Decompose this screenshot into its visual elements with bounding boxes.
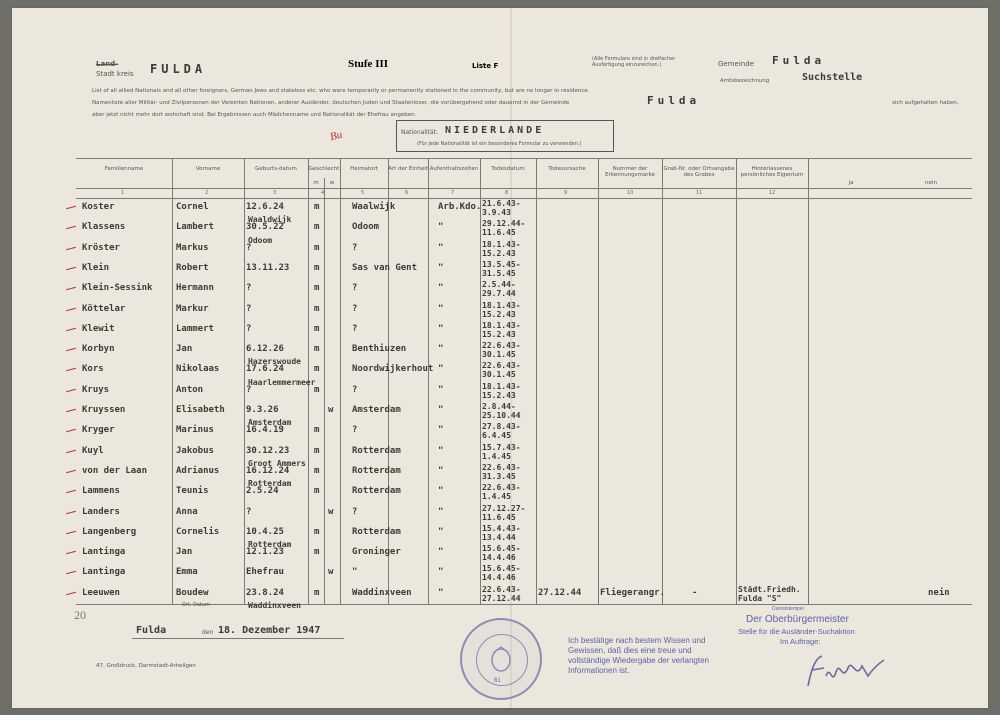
- row-stay-to: 15.2.43: [482, 309, 516, 319]
- row-birth-date: 12.1.23: [246, 547, 284, 558]
- interline-birthplace: Groot Ammers: [248, 458, 306, 468]
- row-stay-from: 15.4.43-: [482, 523, 521, 533]
- row-stay-from: 27.12.27-: [482, 503, 526, 513]
- row-stay-from: 2.8.44-: [482, 402, 516, 411]
- row-sex: m: [314, 547, 320, 558]
- document-page: [12, 8, 988, 708]
- column-number: 10: [627, 190, 634, 196]
- red-check-mark: [66, 328, 76, 332]
- row-stay-to: 1.4.45: [482, 492, 511, 502]
- interline-birthplace: Amsterdam: [248, 418, 292, 428]
- red-check-mark: [66, 307, 76, 311]
- row-family-name: Klewit: [82, 323, 115, 334]
- row-unit-type: ": [438, 425, 444, 436]
- gemeinde-label: Gemeinde: [718, 60, 754, 68]
- row-sex: m: [314, 303, 320, 314]
- seal-emblem-icon: [486, 644, 516, 674]
- row-first-name: Anna: [176, 506, 198, 517]
- row-birth-date: 16.4.19: [246, 425, 284, 436]
- row-stay-from: 21.6.43-: [482, 199, 521, 208]
- row-sex: m: [314, 425, 320, 436]
- red-check-mark: [66, 206, 76, 210]
- row-family-name: Langenberg: [82, 526, 137, 537]
- row-birth-date: ?: [246, 323, 252, 334]
- interline-birthplace: Rotterdam: [248, 479, 292, 489]
- column-number: 11: [696, 190, 703, 196]
- interline-birthplace: Hazerswoude: [248, 357, 301, 367]
- row-stay-from: 15.7.43-: [482, 442, 521, 452]
- interline-birthplace: Rotterdam: [248, 540, 292, 550]
- row-family-name: von der Laan: [82, 465, 148, 476]
- row-stay-to: 30.1.45: [482, 370, 516, 380]
- row-stay-to: 25.10.44: [482, 411, 521, 420]
- row-unit-type: ": [438, 344, 444, 355]
- red-pencil-mark: Bu: [328, 128, 344, 144]
- row-hometown: ?: [352, 283, 358, 294]
- printer-note: 47. Großdruck. Darmstadt-Arheilgen: [96, 663, 196, 669]
- column-header: Todesursache: [548, 166, 586, 172]
- row-birth-date: 17.6.24: [246, 364, 284, 375]
- red-check-mark: [66, 226, 76, 230]
- row-sex: m: [314, 242, 320, 253]
- column-number: 5: [361, 190, 365, 196]
- row-sex: m: [314, 445, 320, 456]
- row-stay-to: 6.4.45: [482, 431, 511, 441]
- row-family-name: Klein-Sessink: [82, 283, 153, 294]
- row-unit-type: ": [438, 323, 444, 334]
- table-column-line: [340, 158, 341, 604]
- column-number: 9: [564, 190, 568, 196]
- row-sex: m: [314, 262, 320, 273]
- row-family-name: Korbyn: [82, 344, 115, 355]
- instruction-gemeinde: Fulda: [647, 94, 701, 107]
- row-hometown: Odoom: [352, 222, 380, 233]
- nationality-value: NIEDERLANDE: [445, 125, 545, 136]
- row-sex: m: [314, 364, 320, 375]
- red-check-mark: [66, 409, 76, 413]
- row-family-name: Lantinga: [82, 567, 126, 578]
- nationality-label: Nationalität:: [401, 129, 439, 136]
- row-first-name: Anton: [176, 384, 204, 395]
- row-stay-from: 22.6.43-: [482, 584, 521, 594]
- sex-subcolumn-line: [324, 178, 325, 604]
- row-stay-to: 31.5.45: [482, 268, 516, 278]
- row-stay-to: 1.4.45: [482, 451, 511, 461]
- row-birth-date: 6.12.26: [246, 344, 284, 355]
- table-bottom-border: [76, 604, 972, 605]
- row-family-name: Kruyssen: [82, 405, 126, 415]
- row-family-name: Lammens: [82, 486, 120, 497]
- column-header: Grab-Nr. oder Ortsangabe des Grabes: [663, 166, 735, 178]
- column-number: 3: [273, 190, 277, 196]
- column-header: Art der Einheit: [388, 166, 428, 172]
- row-birth-date: ?: [246, 506, 252, 517]
- row-stay-from: 29.12.44-: [482, 219, 526, 229]
- column-header: Hinterlassenes persönliches Eigentum: [740, 166, 804, 178]
- red-check-mark: [66, 510, 76, 514]
- row-hometown: Rotterdam: [352, 526, 401, 537]
- red-check-mark: [66, 429, 76, 433]
- row-birth-date: ?: [246, 384, 252, 395]
- row-sex: m: [314, 323, 320, 334]
- kreis-value: FULDA: [150, 62, 207, 76]
- row-stay-from: 22.6.43-: [482, 483, 521, 493]
- property-sub-ja: ja: [848, 180, 854, 186]
- row-birth-date: 2.5.24: [246, 486, 279, 497]
- datum-label: Ort, Datum: [182, 602, 211, 608]
- row-hometown: ": [352, 567, 358, 578]
- row-first-name: Cornel: [176, 202, 209, 212]
- row-unit-type: ": [438, 364, 444, 375]
- column-number: 1: [121, 190, 125, 196]
- row-family-name: Kuyl: [82, 445, 104, 456]
- table-column-line: [172, 158, 173, 604]
- row-unit-type: ": [438, 222, 444, 233]
- table-column-line: [662, 158, 663, 604]
- red-check-mark: [66, 287, 76, 291]
- row-first-name: Markus: [176, 242, 209, 253]
- column-number: 12: [769, 190, 776, 196]
- row-stay-to: 13.4.44: [482, 532, 516, 542]
- footer-place: Fulda: [136, 625, 167, 636]
- row-hometown: Waalwijk: [352, 202, 396, 212]
- row-hometown: Groninger: [352, 547, 401, 558]
- row-stay-to: 29.7.44: [482, 289, 516, 299]
- red-check-mark: [66, 490, 76, 494]
- stadt-label: Stadt kreis: [96, 70, 134, 78]
- red-check-mark: [66, 551, 76, 555]
- row-unit-type: ": [438, 465, 444, 476]
- row-sex: w: [328, 506, 334, 517]
- row-stay-from: 22.6.43-: [482, 341, 521, 351]
- row-hometown: ?: [352, 323, 358, 334]
- row-birth-date: 9.3.26: [246, 405, 279, 415]
- row-unit-type: ": [438, 547, 444, 558]
- row-first-name: Robert: [176, 262, 209, 273]
- table-column-line: [808, 158, 809, 604]
- row-property: nein: [928, 587, 950, 598]
- row-first-name: Cornelis: [176, 526, 220, 537]
- form-note: (Alle Formulare sind in dreifacher Ausfertigung einzureichen.): [592, 56, 676, 68]
- red-check-mark: [66, 368, 76, 372]
- row-stay-from: 2.5.44-: [482, 280, 516, 290]
- row-unit-type: Arb.Kdo.: [438, 202, 482, 212]
- red-check-mark: [66, 348, 76, 352]
- row-family-name: Landers: [82, 506, 120, 517]
- nationality-box: [396, 120, 614, 152]
- row-unit-type: ": [438, 506, 444, 517]
- row-unit-type: ": [438, 405, 444, 415]
- instruction-line-1: List of all allied Nationals and all other foreigners, German Jews and stateless etc. who were temporarily or permanently stationed in the community, but are no longer in residence.: [92, 88, 590, 94]
- table-column-line: [736, 158, 737, 604]
- row-stay-from: 18.1.43-: [482, 381, 521, 391]
- interline-birthplace: Haarlemmermeer: [248, 377, 316, 387]
- date-line: [132, 638, 344, 639]
- column-number: 7: [451, 190, 455, 196]
- row-hometown: Noordwijkerhout: [352, 364, 434, 375]
- row-hometown: ?: [352, 303, 358, 314]
- instruction-line-2: Namenliste aller Militär- und Zivilpersonen der Vereinten Nationen, anderer Ausländer, deutschen Juden und Staatenloser, die vorübergehend oder dauernd in der Gemeinde: [92, 100, 570, 106]
- row-birth-date: 12.6.24: [246, 202, 284, 212]
- red-check-mark: [66, 470, 76, 474]
- row-birth-date: 16.12.24: [246, 465, 290, 476]
- column-header: Heimatort: [350, 166, 378, 172]
- row-stay-to: 14.4.46: [482, 553, 516, 563]
- row-unit-type: ": [438, 445, 444, 456]
- column-header: Todesdatum: [491, 166, 525, 172]
- row-first-name: Hermann: [176, 283, 214, 294]
- row-first-name: Emma: [176, 567, 198, 578]
- row-unit-type: ": [438, 567, 444, 578]
- row-stay-from: 22.6.43-: [482, 361, 521, 371]
- row-family-name: Köttelar: [82, 303, 126, 314]
- row-sex: m: [314, 344, 320, 355]
- column-header: Familienname: [104, 166, 144, 172]
- row-stay-to: 31.3.45: [482, 471, 516, 481]
- row-family-name: Kruys: [82, 384, 110, 395]
- row-hometown: Rotterdam: [352, 486, 401, 497]
- row-stay-to: 3.9.43: [482, 208, 511, 217]
- row-first-name: Boudew: [176, 587, 209, 598]
- row-tag-number: -: [692, 587, 698, 598]
- gemeinde-value: Fulda: [772, 54, 826, 67]
- column-header: Vorname: [195, 166, 221, 172]
- row-stay-to: 15.2.43: [482, 248, 516, 258]
- table-header-border: [76, 188, 972, 189]
- row-hometown: ?: [352, 242, 358, 253]
- row-hometown: ?: [352, 506, 358, 517]
- red-check-mark: [66, 388, 76, 392]
- red-check-mark: [66, 591, 76, 595]
- row-first-name: Elisabeth: [176, 405, 225, 415]
- row-sex: m: [314, 384, 320, 395]
- row-unit-type: ": [438, 303, 444, 314]
- row-sex: m: [314, 283, 320, 294]
- row-death-cause: Fliegerangr.: [600, 587, 666, 598]
- nationality-note: (Für jede Nationalität ist ein besonderes Formular zu verwenden.): [417, 141, 582, 147]
- row-first-name: Lammert: [176, 323, 214, 334]
- date-prefix: den: [202, 629, 214, 636]
- row-stay-to: 11.6.45: [482, 228, 516, 238]
- certification-text: Ich bestätige nach bestem Wissen und Gewissen, daß dies eine treue und vollständige Wiedergabe der verlangten Informationen ist.: [568, 636, 709, 675]
- row-family-name: Kryger: [82, 425, 115, 436]
- row-unit-type: ": [438, 242, 444, 253]
- row-sex: m: [314, 465, 320, 476]
- signature-image: [802, 646, 892, 696]
- row-unit-type: ": [438, 283, 444, 294]
- row-stay-from: 18.1.43-: [482, 320, 521, 330]
- row-stay-to: 15.2.43: [482, 390, 516, 400]
- row-first-name: Jakobus: [176, 445, 214, 456]
- row-unit-type: ": [438, 587, 444, 598]
- footer-date: 18. Dezember 1947: [218, 625, 321, 636]
- red-check-mark: [66, 571, 76, 575]
- row-birth-date: 10.4.25: [246, 526, 284, 537]
- column-number: 6: [405, 190, 409, 196]
- amt-value: Suchstelle: [802, 72, 863, 83]
- row-hometown: Rotterdam: [352, 445, 401, 456]
- row-sex: m: [314, 526, 320, 537]
- table-column-line: [480, 158, 481, 604]
- row-first-name: Adrianus: [176, 465, 220, 476]
- row-stay-to: 27.12.44: [482, 593, 521, 603]
- row-first-name: Jan: [176, 344, 193, 355]
- row-birth-date: ?: [246, 242, 252, 253]
- stamp-line-1: Der Oberbürgermeister: [746, 614, 849, 625]
- interline-birthplace: Waaldwijk: [248, 215, 292, 225]
- instruction-line-3: aber jetzt nicht mehr dort wohnhaft sind. Bei Ergebnissen auch Mädchenname und Nationalität der Ehefrau angeben.: [92, 112, 417, 118]
- row-hometown: ?: [352, 425, 358, 436]
- table-number-border: [76, 198, 972, 199]
- row-stay-from: 18.1.43-: [482, 239, 521, 249]
- stamp-line-3: Im Auftrage:: [780, 637, 821, 646]
- row-birth-date: 13.11.23: [246, 262, 290, 273]
- row-stay-from: 15.6.45-: [482, 564, 521, 574]
- row-unit-type: ": [438, 384, 444, 395]
- row-grave-2: Fulda "S": [738, 593, 782, 603]
- row-death-date: 27.12.44: [538, 587, 582, 598]
- stufe-title: Stufe III: [348, 58, 389, 70]
- row-family-name: Kors: [82, 364, 104, 375]
- column-number: 8: [505, 190, 509, 196]
- row-birth-date: 30.5.22: [246, 222, 284, 233]
- row-unit-type: ": [438, 486, 444, 497]
- row-first-name: Teunis: [176, 486, 209, 497]
- red-check-mark: [66, 267, 76, 271]
- red-check-mark: [66, 246, 76, 250]
- row-stay-from: 15.6.45-: [482, 544, 521, 554]
- table-column-line: [536, 158, 537, 604]
- row-birth-date: 30.12.23: [246, 445, 290, 456]
- row-hometown: Waddinxveen: [352, 587, 412, 598]
- row-family-name: Koster: [82, 202, 115, 212]
- column-header: Geburts-datum: [255, 166, 297, 172]
- column-number: 4: [321, 190, 325, 196]
- interline-birthplace: Odoom: [248, 235, 273, 245]
- row-birth-date: ?: [246, 303, 252, 314]
- row-sex: m: [314, 587, 320, 598]
- row-stay-from: 27.8.43-: [482, 422, 521, 432]
- red-check-mark: [66, 531, 76, 535]
- row-hometown: Amsterdam: [352, 405, 401, 415]
- row-first-name: Jan: [176, 547, 193, 558]
- sex-sub-m: m: [313, 180, 319, 186]
- row-stay-to: 15.2.43: [482, 329, 516, 339]
- row-hometown: Benthiuzen: [352, 344, 407, 355]
- row-first-name: Nikolaas: [176, 364, 220, 375]
- sex-sub-w: w: [329, 180, 335, 186]
- table-column-line: [388, 158, 389, 604]
- interline-birthplace: Waddinxveen: [248, 601, 301, 610]
- row-family-name: Klein: [82, 262, 110, 273]
- amt-label: Amtsbezeichnung: [720, 78, 770, 84]
- row-sex: w: [328, 405, 334, 415]
- row-family-name: Kröster: [82, 242, 120, 253]
- table-column-line: [244, 158, 245, 604]
- table-top-border: [76, 158, 972, 159]
- column-number: 2: [205, 190, 209, 196]
- row-unit-type: ": [438, 526, 444, 537]
- row-birth-date: ?: [246, 283, 252, 294]
- column-header: Geschlecht: [308, 166, 340, 172]
- row-stay-to: 30.1.45: [482, 350, 516, 360]
- instruction-line-2-end: sich aufgehalten haben,: [892, 100, 959, 106]
- kreis-label: Land-: [96, 60, 119, 68]
- stamp-line-2: Stelle für die Ausländer-Suchaktion: [738, 627, 855, 636]
- row-grave-1: Städt.Friedh.: [738, 584, 801, 594]
- row-first-name: Lambert: [176, 222, 214, 233]
- round-seal-stamp: [460, 618, 542, 700]
- table-column-line: [598, 158, 599, 604]
- seal-number: 61: [494, 678, 501, 684]
- row-hometown: ?: [352, 384, 358, 395]
- row-family-name: Lantinga: [82, 547, 126, 558]
- row-stay-to: 11.6.45: [482, 512, 516, 522]
- row-family-name: Klassens: [82, 222, 126, 233]
- row-birth-date: 23.8.24: [246, 587, 284, 598]
- liste-label: Liste F: [472, 62, 499, 70]
- row-first-name: Marinus: [176, 425, 214, 436]
- row-stay-from: 13.5.45-: [482, 259, 521, 269]
- row-birth-date: Ehefrau: [246, 567, 284, 578]
- row-stay-from: 22.6.43-: [482, 462, 521, 472]
- row-sex: m: [314, 202, 320, 212]
- row-sex: w: [328, 567, 334, 578]
- column-header: Aufenthaltszeiten: [429, 166, 479, 172]
- row-stay-from: 18.1.43-: [482, 300, 521, 310]
- property-sub-nein: nein: [925, 180, 937, 186]
- pencil-number: 20: [74, 608, 86, 622]
- row-first-name: Markur: [176, 303, 209, 314]
- row-family-name: Leeuwen: [82, 587, 120, 598]
- stamp-small-label: Dienststempel: [772, 606, 804, 612]
- row-unit-type: ": [438, 262, 444, 273]
- table-column-line: [428, 158, 429, 604]
- column-header: Nummer der Erkennungsmarke: [605, 166, 655, 178]
- red-check-mark: [66, 449, 76, 453]
- row-hometown: Rotterdam: [352, 465, 401, 476]
- row-sex: m: [314, 486, 320, 497]
- row-hometown: Sas van Gent: [352, 262, 418, 273]
- row-sex: m: [314, 222, 320, 233]
- row-stay-to: 14.4.46: [482, 573, 516, 583]
